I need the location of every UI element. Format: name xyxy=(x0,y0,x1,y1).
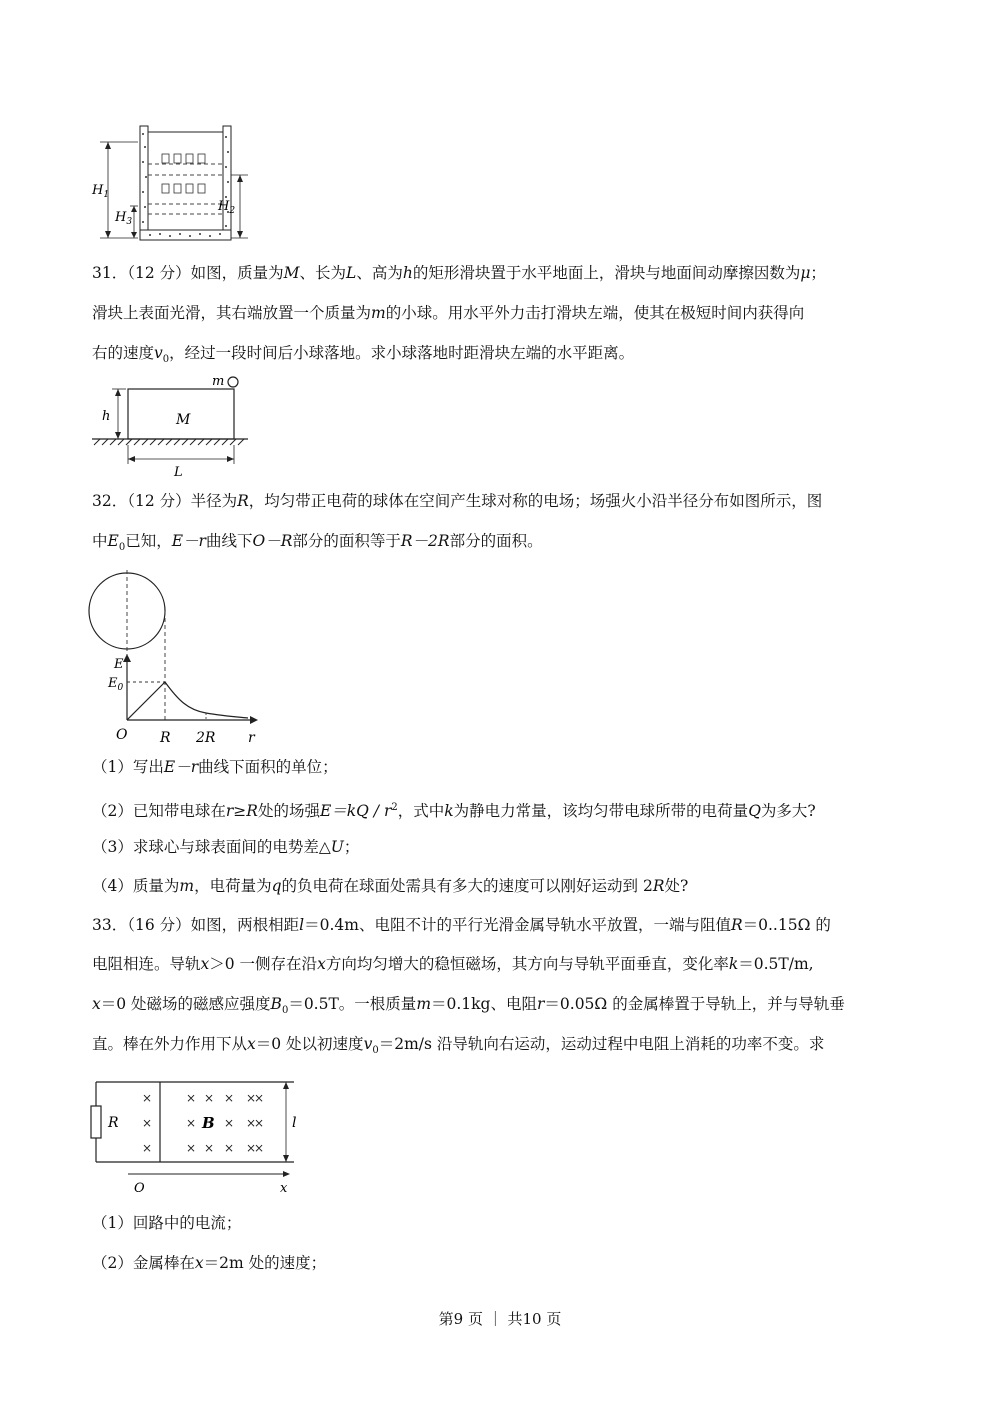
svg-text:×: × xyxy=(246,1116,257,1130)
label-R: R xyxy=(108,1115,119,1131)
q32-sub-4: （4）质量为m，电荷量为q的负电荷在球面处需具有多大的速度可以刚好运动到 2R处? xyxy=(92,877,689,895)
label-E0: $E_0$ xyxy=(108,676,124,693)
q33-line-3: x＝0 处磁场的磁感应强度$B_0=0.5T$。一根质量m＝0.1kg、电阻r＝0.05Ω 的金属棒置于导轨上，并与导轨垂 xyxy=(92,995,845,1017)
svg-text:×: × xyxy=(254,1116,265,1130)
label-O: O xyxy=(134,1181,145,1196)
page-footer: 第9 页 ｜ 共10 页 xyxy=(438,1310,562,1328)
q31-line-1: 31．（12 分）如图，质量为M、长为L、高为h的矩形滑块置于水平地面上，滑块与地面间动摩擦因数为μ； xyxy=(92,264,826,282)
resistor xyxy=(91,1106,101,1138)
svg-text:×: × xyxy=(186,1141,197,1155)
rail-figure xyxy=(88,1076,308,1196)
svg-text:×: × xyxy=(204,1141,215,1155)
q32-line-1: 32．（12 分）半径为R，均匀带正电荷的球体在空间产生球对称的电场；场强火小沿半径分布如图所示，图 xyxy=(92,492,823,510)
svg-text:×: × xyxy=(204,1091,215,1105)
label-h3: $H_3$ xyxy=(115,210,133,227)
label-h: h xyxy=(102,409,111,424)
sliding-block-figure xyxy=(90,372,250,482)
q32-sub-3: （3）求球心与球表面间的电势差△U； xyxy=(92,838,360,856)
label-R: R xyxy=(160,730,171,746)
axis-label-E: E xyxy=(114,657,124,672)
svg-text:×: × xyxy=(186,1116,197,1130)
q32-sub-2: （2）已知带电球在r≥R处的场强$E=kQ / r^2$，式中k为静电力常量，该均匀带电球所带的电荷量Q为多大? xyxy=(92,802,816,821)
label-h1: $H_1$ xyxy=(92,183,110,200)
label-l: l xyxy=(292,1115,297,1131)
q33-line-1: 33．（16 分）如图，两根相距l＝0.4m、电阻不计的平行光滑金属导轨水平放置，一端与阻值R＝0..15Ω 的 xyxy=(92,916,831,934)
q32-sub-1: （1）写出E－r曲线下面积的单位； xyxy=(92,758,338,776)
q33-sub-1: （1）回路中的电流； xyxy=(92,1214,242,1232)
svg-text:×: × xyxy=(142,1141,153,1155)
field-graph-figure xyxy=(88,570,268,750)
label-2R: 2R xyxy=(196,730,216,746)
label-L: L xyxy=(174,465,183,480)
axis-label-x: x xyxy=(280,1181,288,1196)
label-B: B xyxy=(202,1114,215,1132)
svg-text:×: × xyxy=(246,1091,257,1105)
label-m: m xyxy=(212,374,225,389)
svg-text:×: × xyxy=(246,1141,257,1155)
q32-line-2: 中$E_0$已知，E－r曲线下O－R部分的面积等于R－2R部分的面积。 xyxy=(92,532,543,554)
svg-text:×: × xyxy=(224,1141,235,1155)
svg-text:×: × xyxy=(142,1116,153,1130)
svg-text:×: × xyxy=(254,1141,265,1155)
q31-line-2: 滑块上表面光滑，其右端放置一个质量为m的小球。用水平外力击打滑块左端，使其在极短时间内获得向 xyxy=(92,304,805,322)
q33-sub-2: （2）金属棒在x＝2m 处的速度； xyxy=(92,1254,327,1272)
label-M: M xyxy=(176,412,191,428)
label-O: O xyxy=(116,727,128,743)
q31-line-3: 右的速度$v_0$，经过一段时间后小球落地。求小球落地时距滑块左端的水平距离。 xyxy=(92,344,635,366)
q33-line-2: 电阻相连。导轨x＞0 一侧存在沿x方向均匀增大的稳恒磁场，其方向与导轨平面垂直，变化率k＝0.5T/m, xyxy=(92,955,814,973)
axis-label-r: r xyxy=(248,730,255,746)
svg-text:×: × xyxy=(254,1091,265,1105)
container-figure xyxy=(90,122,250,247)
q33-line-4: 直。棒在外力作用下从x＝0 处以初速度$v_0=2m/s$ 沿导轨向右运动，运动过程中电阻上消耗的功率不变。求 xyxy=(92,1035,825,1057)
svg-text:×: × xyxy=(142,1091,153,1105)
svg-text:×: × xyxy=(224,1116,235,1130)
svg-text:×: × xyxy=(224,1091,235,1105)
svg-text:×: × xyxy=(186,1091,197,1105)
label-h2: $H_2$ xyxy=(218,199,236,216)
